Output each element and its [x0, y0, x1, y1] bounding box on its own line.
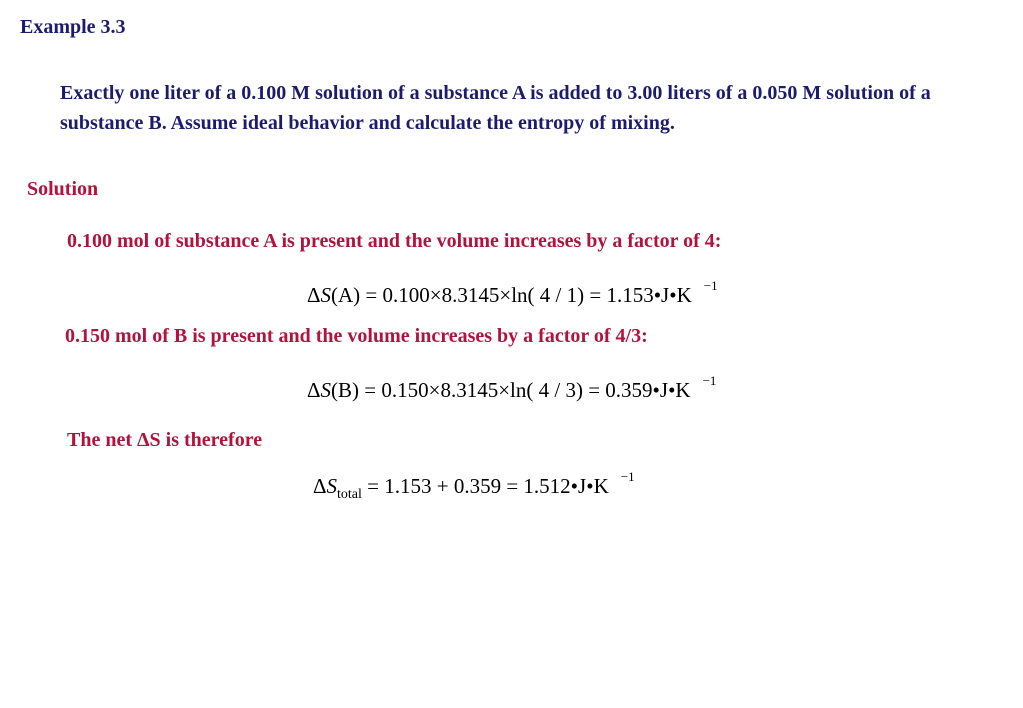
step-1-text: 0.100 mol of substance A is present and the volume increases by a factor of 4:	[67, 230, 722, 252]
unit-exponent: −1	[702, 373, 717, 388]
equation-rhs: = 0.150×8.3145×ln( 4 / 3) = 0.359•J•K	[359, 378, 691, 402]
delta-symbol: Δ	[307, 283, 321, 307]
entropy-variable: S	[320, 283, 332, 307]
delta-symbol: Δ	[307, 378, 321, 402]
example-title: Example 3.3	[20, 16, 126, 38]
unit-exponent: −1	[620, 469, 635, 484]
solution-heading: Solution	[27, 178, 99, 200]
delta-symbol: Δ	[313, 474, 327, 498]
equation-argument: (A)	[331, 283, 361, 307]
equation-entropy-total	[313, 469, 635, 503]
equation-entropy-b	[307, 373, 717, 403]
unit-exponent: −1	[703, 278, 718, 293]
equation-entropy-a	[307, 278, 718, 308]
equation-argument: (B)	[331, 378, 360, 402]
equation-rhs: = 1.153 + 0.359 = 1.512•J•K	[361, 474, 609, 498]
equation-rhs: = 0.100×8.3145×ln( 4 / 1) = 1.153•J•K	[360, 283, 692, 307]
step-2-text: 0.150 mol of B is present and the volume increases by a factor of 4/3:	[65, 325, 648, 347]
step-3-text: The net ΔS is therefore	[67, 429, 263, 451]
entropy-variable: S	[326, 474, 338, 498]
entropy-variable: S	[320, 378, 332, 402]
total-subscript: total	[337, 487, 362, 502]
problem-statement: Exactly one liter of a 0.100 M solution of a substance A is added to 3.00 liters of a 0.050 M solution of a substance B. Assume ideal behavior and calculate the entropy of mixing.	[60, 82, 931, 134]
